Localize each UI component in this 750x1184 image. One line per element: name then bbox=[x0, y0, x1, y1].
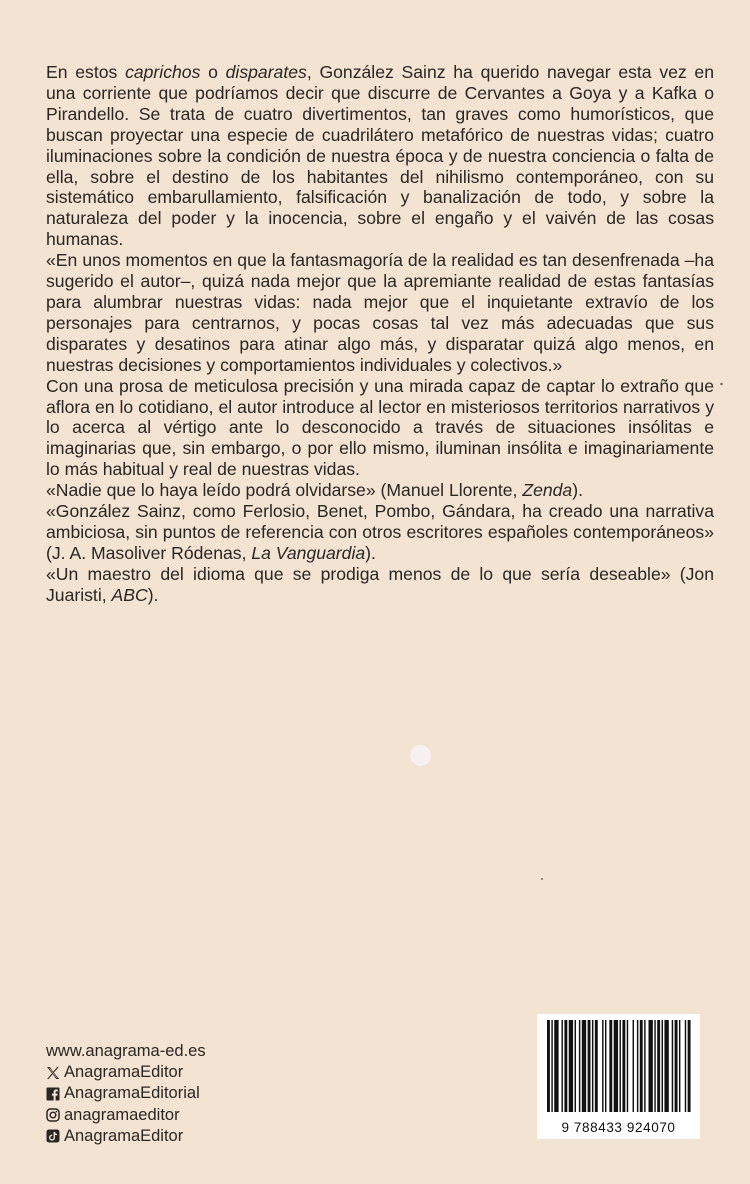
x-link[interactable]: AnagramaEditor bbox=[46, 1062, 206, 1083]
book-title-caprichos: caprichos bbox=[125, 62, 201, 82]
barcode-bar bbox=[649, 1020, 653, 1112]
facebook-icon bbox=[46, 1087, 60, 1101]
barcode-bar bbox=[562, 1020, 563, 1112]
x-icon bbox=[46, 1066, 60, 1080]
instagram-link[interactable]: anagramaeditor bbox=[46, 1105, 206, 1126]
blurb-paragraph-author-quote: «En unos momentos en que la fantasmagoría de la realidad es tan desenfrenada –ha sugerido el autor–, quizá nada mejor que la apremiante realidad de estas fantasías para alumbrar nuestras vidas: nada mejor que el inquietante extravío de los personajes para centrarnos, y pocas cosas tal vez más adecuadas que sus disparates y desatinos para atinar algo más, y disparatar quizá algo menos, en nuestras decisiones y comportamientos individuales y colectivos.» bbox=[46, 250, 714, 375]
facebook-link[interactable]: AnagramaEditorial bbox=[46, 1083, 206, 1104]
barcode-bar bbox=[654, 1020, 655, 1112]
barcode-bar bbox=[640, 1020, 643, 1112]
paper-speck bbox=[541, 878, 543, 880]
barcode-bar bbox=[637, 1020, 638, 1112]
barcode-bar bbox=[579, 1020, 580, 1112]
paper-spot bbox=[410, 745, 431, 766]
barcode-bar bbox=[602, 1020, 603, 1112]
isbn-barcode bbox=[537, 1014, 700, 1139]
tiktok-link[interactable]: AnagramaEditor bbox=[46, 1126, 206, 1147]
barcode-bar bbox=[675, 1020, 678, 1112]
isbn-number: 9 788433 924070 bbox=[561, 1120, 676, 1135]
barcode-bar bbox=[679, 1020, 680, 1112]
barcode-bar bbox=[685, 1020, 686, 1112]
barcode-bar bbox=[644, 1020, 645, 1112]
barcode-bar bbox=[633, 1020, 634, 1112]
publisher-contact-list bbox=[46, 1041, 206, 1147]
barcode-bar bbox=[582, 1020, 586, 1112]
instagram-icon bbox=[46, 1108, 60, 1122]
paper-speck bbox=[720, 383, 723, 385]
barcode-bar bbox=[575, 1020, 576, 1112]
barcode-bar bbox=[662, 1020, 663, 1112]
barcode-bar bbox=[588, 1020, 591, 1112]
barcode-bar bbox=[609, 1020, 612, 1112]
barcode-bar bbox=[564, 1020, 567, 1112]
blurb-paragraph-description: Con una prosa de meticulosa precisión y una mirada capaz de captar lo extraño que aflora en lo cotidiano, el autor introduce al lector en misteriosos territorios narrativos y lo acerca al vértigo ante lo desconocido a través de situaciones insólitas e imaginarias que, sin embargo, o por ello mismo, iluminan insólita e imaginariamente lo más habitual y real de nuestras vidas. bbox=[46, 375, 714, 480]
blurb-paragraph-intro: En estos caprichos o disparates, González Sainz ha querido navegar esta vez en una corriente que podríamos decir que discurre de Cervantes a Goya y a Kafka o Pirandello. Se trata de cuatro divertimentos, tan graves como humorísticos, que buscan proyectar una especie de cuadrilátero metafórico de nuestras vidas; cuatro iluminaciones sobre la condición de nuestra época y de nuestra conciencia o falta de ella, sobre el destino de los habitantes del nihilismo contemporáneo, con su sistemático embarullamiento, falsificación y banalización de todo, y sobre la naturaleza del poder y la inocencia, sobre el engaño y el vaivén de las cosas humanas. bbox=[46, 62, 715, 250]
barcode-bar bbox=[688, 1020, 691, 1112]
review-quote-abc: «Un maestro del idioma que se prodiga menos de lo que sería deseable» (Jon Juaristi, ABC). bbox=[46, 563, 714, 605]
barcode-bar bbox=[592, 1020, 593, 1112]
website-link[interactable]: www.anagrama-ed.es bbox=[46, 1042, 206, 1060]
barcode-bar bbox=[554, 1020, 558, 1112]
barcode-bar bbox=[657, 1020, 660, 1112]
back-cover-blurb bbox=[46, 62, 714, 606]
barcode-bar bbox=[627, 1020, 628, 1112]
barcode-bar bbox=[551, 1020, 552, 1112]
review-quote-vanguardia: «González Sainz, como Ferlosio, Benet, Pombo, Gándara, ha creado una narrativa ambiciosa, sin puntos de referencia con otros escritores españoles contemporáneos» (J. A. Masoliver Ródenas, La Vanguardia). bbox=[46, 501, 714, 563]
barcode-bar bbox=[620, 1020, 621, 1112]
book-title-disparates: disparates bbox=[225, 62, 307, 82]
barcode-bar bbox=[614, 1020, 618, 1112]
tiktok-icon bbox=[46, 1129, 60, 1143]
barcode-bar bbox=[622, 1020, 625, 1112]
barcode-bar bbox=[547, 1020, 550, 1112]
barcode-bar bbox=[672, 1020, 673, 1112]
barcode-bar bbox=[605, 1020, 606, 1112]
barcode-bar bbox=[569, 1020, 573, 1112]
barcode-bar bbox=[664, 1020, 668, 1112]
review-quote-zenda: «Nadie que lo haya leído podrá olvidarse» (Manuel Llorente, Zenda). bbox=[46, 480, 583, 501]
barcode-bar bbox=[595, 1020, 598, 1112]
